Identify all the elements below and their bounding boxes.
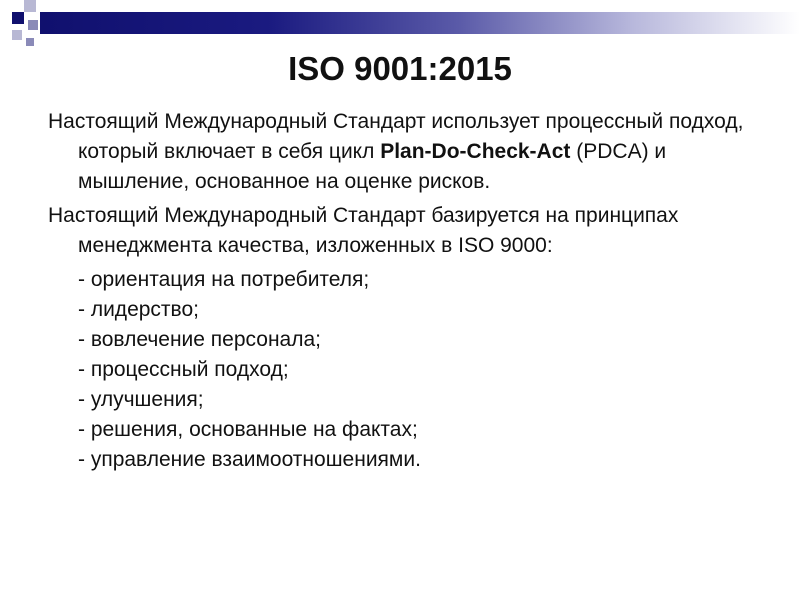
- slide-title: ISO 9001:2015: [288, 50, 512, 87]
- list-item: - вовлечение персонала;: [78, 328, 321, 351]
- decor-square: [26, 38, 34, 46]
- paragraph-pdca-before: Настоящий Международный Стандарт использует процессный подход, который включает в себя цикл: [48, 110, 744, 163]
- principles-list: [48, 265, 768, 475]
- header-decoration-bar: [40, 12, 800, 34]
- paragraph-principles: Настоящий Международный Стандарт базируется на принципах менеджмента качества, изложенных в ISO 9000:: [48, 204, 679, 257]
- decor-square: [24, 0, 36, 12]
- paragraph-pdca: [48, 107, 768, 197]
- pdca-term: Plan-Do-Check-Act: [380, 140, 571, 163]
- list-item: - решения, основанные на фактах;: [78, 418, 418, 441]
- decor-square: [28, 20, 38, 30]
- decor-square: [12, 30, 22, 40]
- list-item: - лидерство;: [78, 298, 199, 321]
- list-item: - улучшения;: [78, 388, 204, 411]
- list-item: - ориентация на потребителя;: [78, 268, 370, 291]
- list-item: - процессный подход;: [78, 358, 289, 381]
- decor-square: [12, 12, 24, 24]
- slide-body: [48, 107, 768, 475]
- paragraph-pdca-after: (PDCA) и мышление, основанное на оценке рисков.: [78, 140, 667, 193]
- list-item: - управление взаимоотношениями.: [78, 448, 421, 471]
